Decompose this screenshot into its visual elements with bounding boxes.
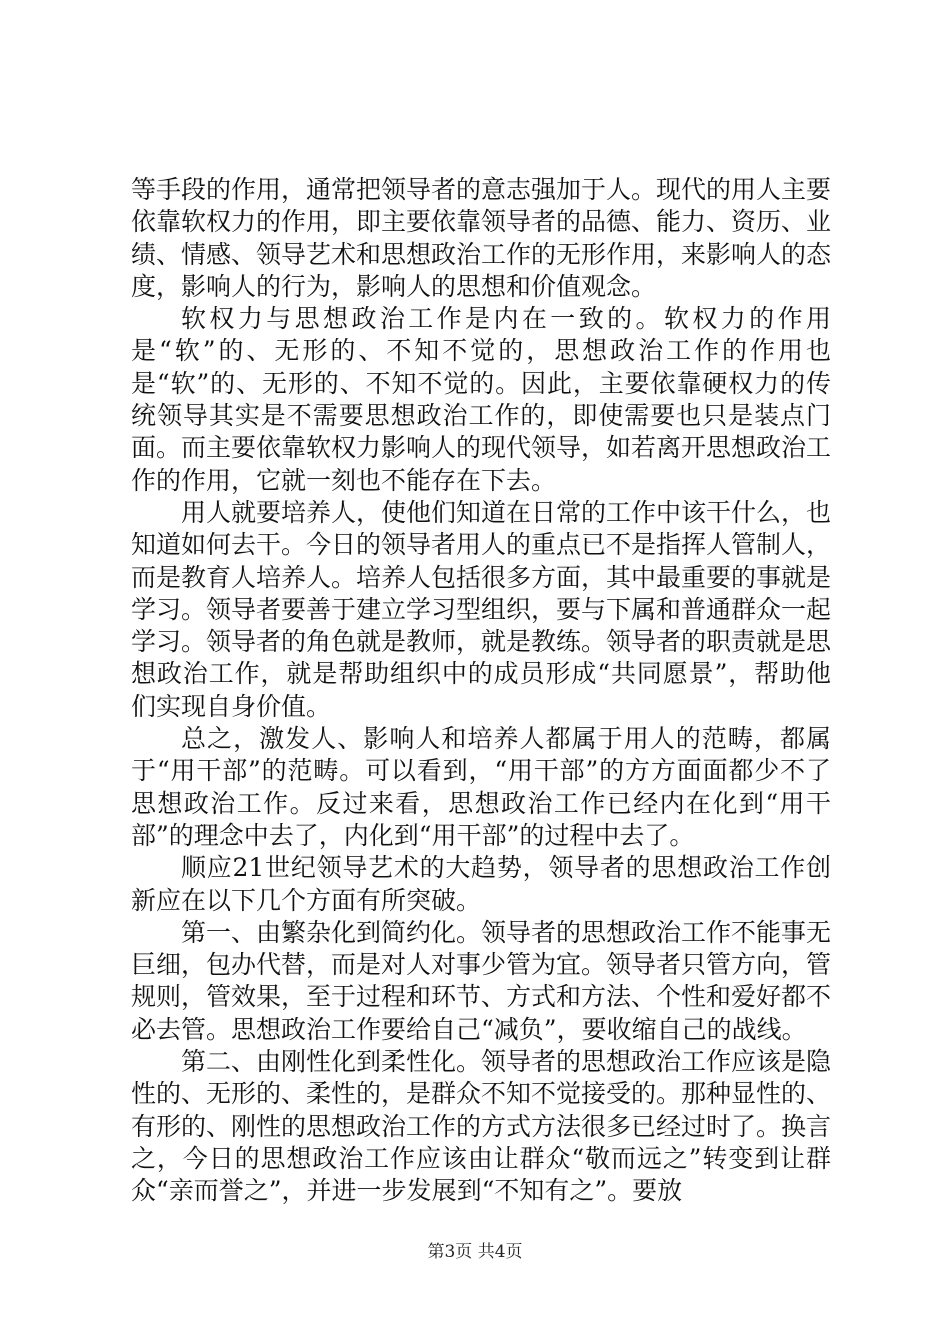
document-body [131,174,831,1208]
paragraph-1: 等手段的作用，通常把领导者的意志强加于人。现代的用人主要依靠软权力的作用，即主要依靠领导者的品德、能力、资历、业绩、情感、领导艺术和思想政治工作的无形作用，来影响人的态度，影响人的行为，影响人的思想和价值观念。 [131,175,832,301]
page-footer: 第3页 共4页 [427,1242,523,1262]
paragraph-4: 总之，激发人、影响人和培养人都属于用人的范畴，都属于“用干部”的范畴。可以看到，“用干部”的方方面面都少不了思想政治工作。反过来看，思想政治工作已经内在化到“用干部”的理念中去了，内化到“用干部”的过程中去了。 [131,724,831,850]
paragraph-2: 软权力与思想政治工作是内在一致的。软权力的作用是“软”的、无形的、不知不觉的，思想政治工作的作用也是“软”的、无形的、不知不觉的。因此，主要依靠硬权力的传统领导其实是不需要思想政治工作的，即使需要也只是装点门面。而主要依靠软权力影响人的现代领导，如若离开思想政治工作的作用，它就一刻也不能存在下去。 [131,304,832,495]
paragraph-5: 顺应21世纪领导艺术的大趋势，领导者的思想政治工作创新应在以下几个方面有所突破。 [131,853,831,915]
paragraph-6: 第一、由繁杂化到简约化。领导者的思想政治工作不能事无巨细，包办代替，而是对人对事少管为宜。领导者只管方向，管规则，管效果，至于过程和环节、方式和方法、个性和爱好都不必去管。思想政治工作要给自己“减负”，要收缩自己的战线。 [131,917,832,1044]
paragraph-3: 用人就要培养人，使他们知道在日常的工作中该干什么，也知道如何去干。今日的领导者用人的重点已不是指挥人管制人，而是教育人培养人。培养人包括很多方面，其中最重要的事就是学习。领导者要善于建立学习型组织，要与下属和普通群众一起学习。领导者的角色就是教师，就是教练。领导者的职责就是思想政治工作，就是帮助组织中的成员形成“共同愿景”，帮助他们实现自身价值。 [131,497,832,721]
paragraph-7: 第二、由刚性化到柔性化。领导者的思想政治工作应该是隐性的、无形的、柔性的，是群众不知不觉接受的。那种显性的、有形的、刚性的思想政治工作的方式方法很多已经过时了。换言之，今日的思想政治工作应该由让群众“敬而远之”转变到让群众“亲而誉之”，并进一步发展到“不知有之”。要放 [131,1047,832,1206]
